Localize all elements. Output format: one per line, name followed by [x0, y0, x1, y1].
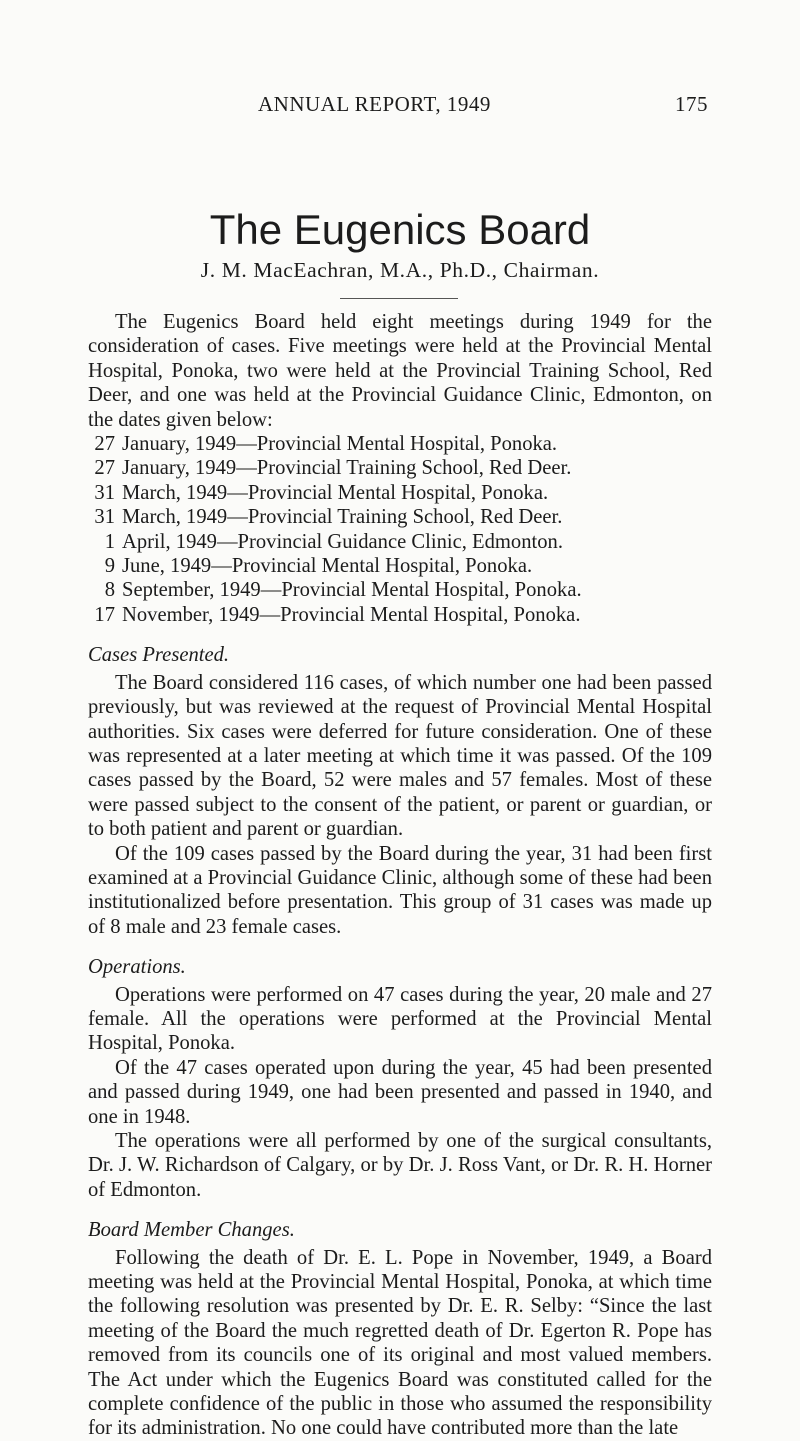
section-heading-board-changes: Board Member Changes. [88, 1219, 295, 1242]
meeting-day: 8 [104, 579, 115, 602]
page-title: The Eugenics Board [209, 206, 591, 253]
paragraph: The operations were all performed by one of the surgical consultants, Dr. J. W. Richardson of Calgary, or by Dr. J. Ross Vant, or Dr. R. H. Horner of Edmonton. [88, 1130, 712, 1201]
list-item [88, 432, 712, 456]
header-title: ANNUAL REPORT, 1949 [258, 92, 491, 116]
list-item [88, 530, 712, 554]
page-number: 175 [675, 92, 708, 116]
divider [340, 298, 458, 299]
meeting-text: March, 1949—Provincial Mental Hospital, Ponoka. [122, 481, 549, 504]
meeting-text: March, 1949—Provincial Training School, Red Deer. [122, 506, 563, 529]
list-item [88, 578, 712, 602]
list-item [88, 505, 712, 529]
section-heading-operations: Operations. [88, 956, 186, 979]
running-header [258, 92, 708, 117]
meeting-day: 1 [104, 530, 115, 553]
meeting-dates-list [88, 432, 712, 627]
meeting-text: November, 1949—Provincial Mental Hospital, Ponoka. [122, 603, 581, 626]
meeting-text: June, 1949—Provincial Mental Hospital, Ponoka. [122, 555, 533, 578]
paragraph: The Board considered 116 cases, of which number one had been passed previously, but was reviewed at the request of Provincial Mental Hospital authorities. Six cases were deferred for future consideration. One of these was represented at a later meeting at which time it was passed. Of the 109 cases passed by the Board, 52 were males and 57 females. Most of these were passed subject to the consent of the patient, or parent or guardian, or to both patient and parent or guardian. [88, 671, 712, 841]
paragraph: Operations were performed on 47 cases during the year, 20 male and 27 female. All the operations were performed at the Provincial Mental Hospital, Ponoka. [88, 983, 712, 1055]
paragraph: Of the 47 cases operated upon during the year, 45 had been presented and passed during 1949, one had been presented and passed in 1940, and one in 1948. [88, 1056, 712, 1128]
list-item [88, 481, 712, 505]
meeting-text: April, 1949—Provincial Guidance Clinic, Edmonton. [122, 530, 563, 553]
meeting-day: 31 [94, 506, 115, 529]
list-item [88, 554, 712, 578]
meeting-day: 27 [94, 433, 115, 456]
meeting-day: 27 [94, 457, 115, 480]
meeting-text: January, 1949—Provincial Training School, Red Deer. [122, 457, 572, 480]
section-heading-cases: Cases Presented. [88, 644, 230, 667]
meeting-day: 31 [94, 481, 115, 504]
meeting-day: 17 [94, 603, 115, 626]
list-item [88, 603, 712, 627]
paragraph: Following the death of Dr. E. L. Pope in November, 1949, a Board meeting was held at the Provincial Mental Hospital, Ponoka, at which time the following resolution was presented by Dr. E. R. Selby: “Since the last meeting of the Board the much regretted death of Dr. Egerton R. Pope has removed from its councils one of its original and most valued members. The Act under which the Eugenics Board was constituted called for the complete confidence of the public in those who assumed the responsibility for its administration. No one could have contributed more than the late [88, 1246, 712, 1440]
body-text [88, 310, 712, 1441]
intro-paragraph: The Eugenics Board held eight meetings during 1949 for the consideration of cases. Five meetings were held at the Provincial Mental Hospital, Ponoka, two were held at the Provincial Training School, Red Deer, and one was held at the Provincial Guidance Clinic, Edmonton, on the dates given below: [88, 311, 712, 431]
author-line: J. M. MacEachran, M.A., Ph.D., Chairman. [200, 258, 600, 282]
paragraph: Of the 109 cases passed by the Board during the year, 31 had been first examined at a Provincial Guidance Clinic, although some of these had been institutionalized before presentation. This group of 31 cases was made up of 8 male and 23 female cases. [88, 842, 712, 938]
meeting-day: 9 [104, 555, 115, 578]
list-item [88, 456, 712, 480]
meeting-text: September, 1949—Provincial Mental Hospital, Ponoka. [122, 579, 582, 602]
meeting-text: January, 1949—Provincial Mental Hospital, Ponoka. [122, 433, 558, 456]
